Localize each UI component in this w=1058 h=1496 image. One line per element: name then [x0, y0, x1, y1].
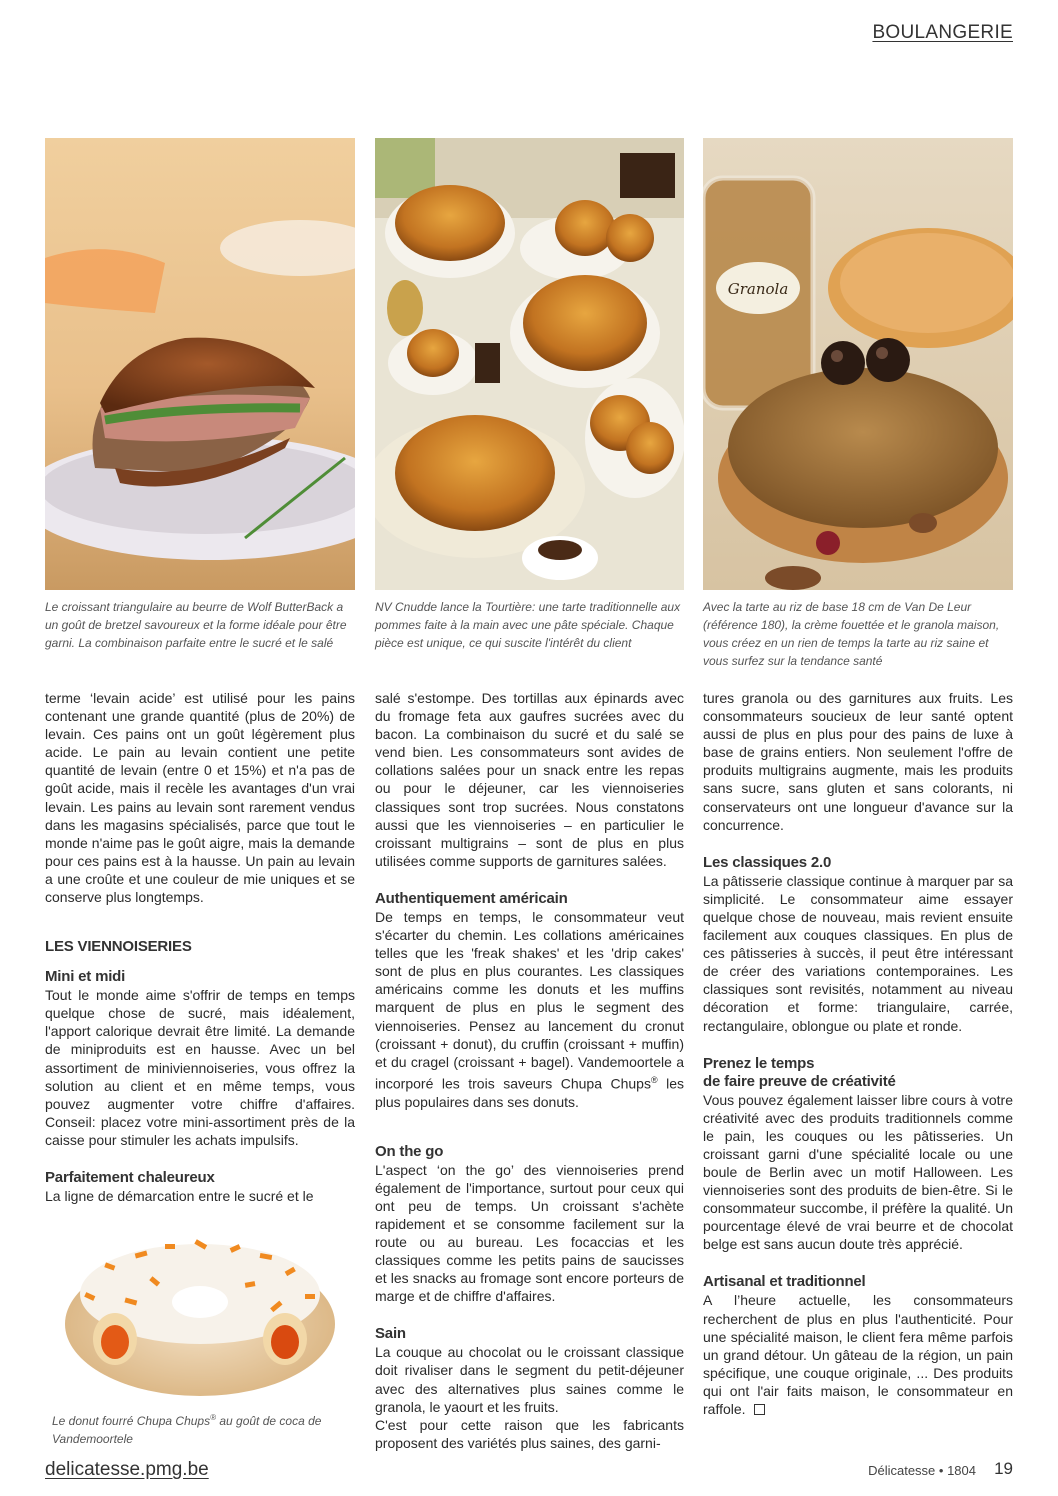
chaleureux-paragraph: La ligne de démarcation entre le sucré et le — [45, 1187, 314, 1204]
sain-paragraph-1: La couque au chocolat ou le croissant classique doit rivaliser dans le segment du petit-déjeuner avec des alternatives plus saines comme le granola, le yaourt et les fruits. — [375, 1344, 684, 1415]
artisanal-heading: Artisanal et traditionnel — [703, 1273, 866, 1291]
text-column-2 — [375, 689, 684, 1452]
artisanal-paragraph: A l’heure actuelle, les consommateurs recherchent de plus en plus l'authenticité. Pour une spécialité maison, le client fera même parfois un grand détour. Un gâteau de la région, un pain spécifique, une couque originale, ... Des produits qui ont l'air faits maison, le consommateur en raffole. — [703, 1292, 1013, 1417]
classiques-heading: Les classiques 2.0 — [703, 853, 832, 871]
creativite-heading-line-2: de faire preuve de créativité — [703, 1072, 896, 1090]
tourtiere-caption: NV Cnudde lance la Tourtière: une tarte traditionnelle aux pommes faite à la main avec une pâte spéciale. Chaque pièce est unique, ce qui suscite l'intérêt du client — [375, 600, 681, 650]
creativite-paragraph: Vous pouvez également laisser libre cours à votre créativité avec des produits traditionnels comme le pain, les couques ou les pâtisseries. Un croissant garni d'une spécialité locale ou une boule de Berlin avec un motif Halloween. Les viennoiseries sont des produits de bien-être. Si le consommateur succombe, il préfère la qualité. Un pourcentage élevé de vrai beurre et de chocolat belge est sans aucun doute très apprécié. — [703, 1091, 1013, 1253]
mini-midi-heading: Mini et midi — [45, 968, 126, 986]
croissant-sandwich-caption: Le croissant triangulaire au beurre de Wolf ButterBack a un goût de bretzel savoureux et la forme idéale pour être garni. La combinaison parfaite entre le sucré et le salé — [45, 600, 347, 650]
text-column-1 — [45, 689, 355, 1205]
chaleureux-heading: Parfaitement chaleureux — [45, 1168, 215, 1186]
granola-jar-label: Granola — [727, 280, 789, 298]
sain-heading: Sain — [375, 1325, 406, 1343]
donut-caption: Le donut fourré Chupa Chups® au goût de coca de Vandemoortele — [52, 1413, 322, 1446]
americain-heading: Authentiquement américain — [375, 889, 568, 907]
sucre-sale-paragraph: salé s'estompe. Des tortillas aux épinards avec du fromage feta aux gaufres sucrées avec du bacon. La combinaison du sucré et du salé se vend bien. Les consommateurs sont avides de collations salées pour un snack entre les repas ou pour le déjeuner, car les viennoiseries classiques sont trop sucrées. Nous constatons aussi que les viennoiseries – en particulier le croissant multigrains – sont de plus en plus utilisées comme supports de garnitures salées. — [375, 690, 684, 869]
footer-website-link[interactable]: delicatesse.pmg.be — [45, 1459, 209, 1480]
tourtiere-photo — [375, 138, 684, 590]
chupa-chups-donut-photo — [45, 1224, 355, 1402]
levain-paragraph: terme ‘levain acide’ est utilisé pour les pains contenant une grande quantité (plus de 20%) de levain. Ces pains ont un goût légèrement plus acide. Le pain au levain contient une petite quantité de levain (entre 0 et 15%) et n'a pas de goût acide, mais il recèle les avantages d'un vrai levain. Les pains au levain sont rarement vendus dans les magasins spécialisés, parce que tout le monde n'aime pas le goût aigre, mais la demande pour ces pains est à la hausse. Un pain au levain a une croûte et une couleur de mie uniques et se conserve plus longtemps. — [45, 690, 355, 906]
viennoiseries-heading: LES VIENNOISERIES — [45, 938, 192, 956]
classiques-paragraph: La pâtisserie classique continue à marquer par sa simplicité. Le consommateur aime essayer quelque chose de nouveau, mais revient ensuite facilement aux couques classiques. En plus de ces pâtisseries à succès, il peut être intéressant de créer des variations contemporaines. Les classiques sont revisités, notamment au niveau décoration et forme: triangulaire, carrée, rectangulaire, oblongue ou plate et ronde. — [703, 872, 1013, 1034]
creativite-heading-line-1: Prenez le temps — [703, 1054, 815, 1072]
rice-tart-caption: Avec la tarte au riz de base 18 cm de Van De Leur (référence 180), la crème fouettée et le granola maison, vous créez en un rien de temps la tarte au riz saine et vous surfez sur la tendance santé — [703, 600, 1000, 668]
rice-tart-granola-photo — [703, 138, 1013, 590]
end-of-article-icon — [754, 1404, 765, 1415]
on-the-go-paragraph: L'aspect ‘on the go’ des viennoiseries prend également de l'importance, surtout pour ceux qui ont peu de temps. Un croissant s'achète rapidement et se consomme facilement sur la route ou au bureau. Les focaccias et les classiques comme les petits pains de saucisses et les snacks au fromage sont encore porteurs de marge et de chiffre d'affaires. — [375, 1161, 684, 1305]
granola-paragraph: tures granola ou des garnitures aux fruits. Les consommateurs soucieux de leur santé optent aussi de plus en plus pour des pains de luxe à base de grains entiers. Non seulement l'offre de produits multigrains augmente, mais les produits sans sucre, sans gluten et sans colorants, ni conservateurs ont une longueur d'avance sur la concurrence. — [703, 690, 1013, 833]
page-number: 19 — [994, 1459, 1013, 1478]
americain-paragraph: De temps en temps, le consommateur veut s'écarter du chemin. Les collations américaines telles que les 'freak shakes' et les 'drip cakes' sont de plus en plus courantes. Les classiques américains comme les donuts et les muffins marquent de plus en plus le segment des viennoiseries. Pensez au lancement du cronut (croissant + donut), du cruffin (croissant + muffin) et du cragel (croissant + bagel). Vandemoortele a incorporé les trois saveurs Chupa Chups® les plus populaires dans ses donuts. — [375, 908, 684, 1110]
croissant-sandwich-photo — [45, 138, 355, 590]
sain-paragraph-2: C'est pour cette raison que les fabricants proposent des variétés plus saines, des garni- — [375, 1416, 684, 1451]
footer-issue: Délicatesse • 1804 — [868, 1463, 976, 1478]
text-column-3 — [703, 689, 1013, 1418]
on-the-go-heading: On the go — [375, 1142, 444, 1160]
mini-midi-paragraph: Tout le monde aime s'offrir de temps en temps quelque chose de sucré, mais idéalement, l'apport calorique devrait être limité. La demande de miniproduits est en hausse. Avec un bel assortiment de miniviennoiseries, vous offrez la solution au client et en même temps, vous pouvez augmenter votre chiffre d'affaires. Conseil: placez votre mini-assortiment près de la caisse pour stimuler les achats impulsifs. — [45, 987, 355, 1148]
section-tag: BOULANGERIE — [872, 22, 1013, 43]
